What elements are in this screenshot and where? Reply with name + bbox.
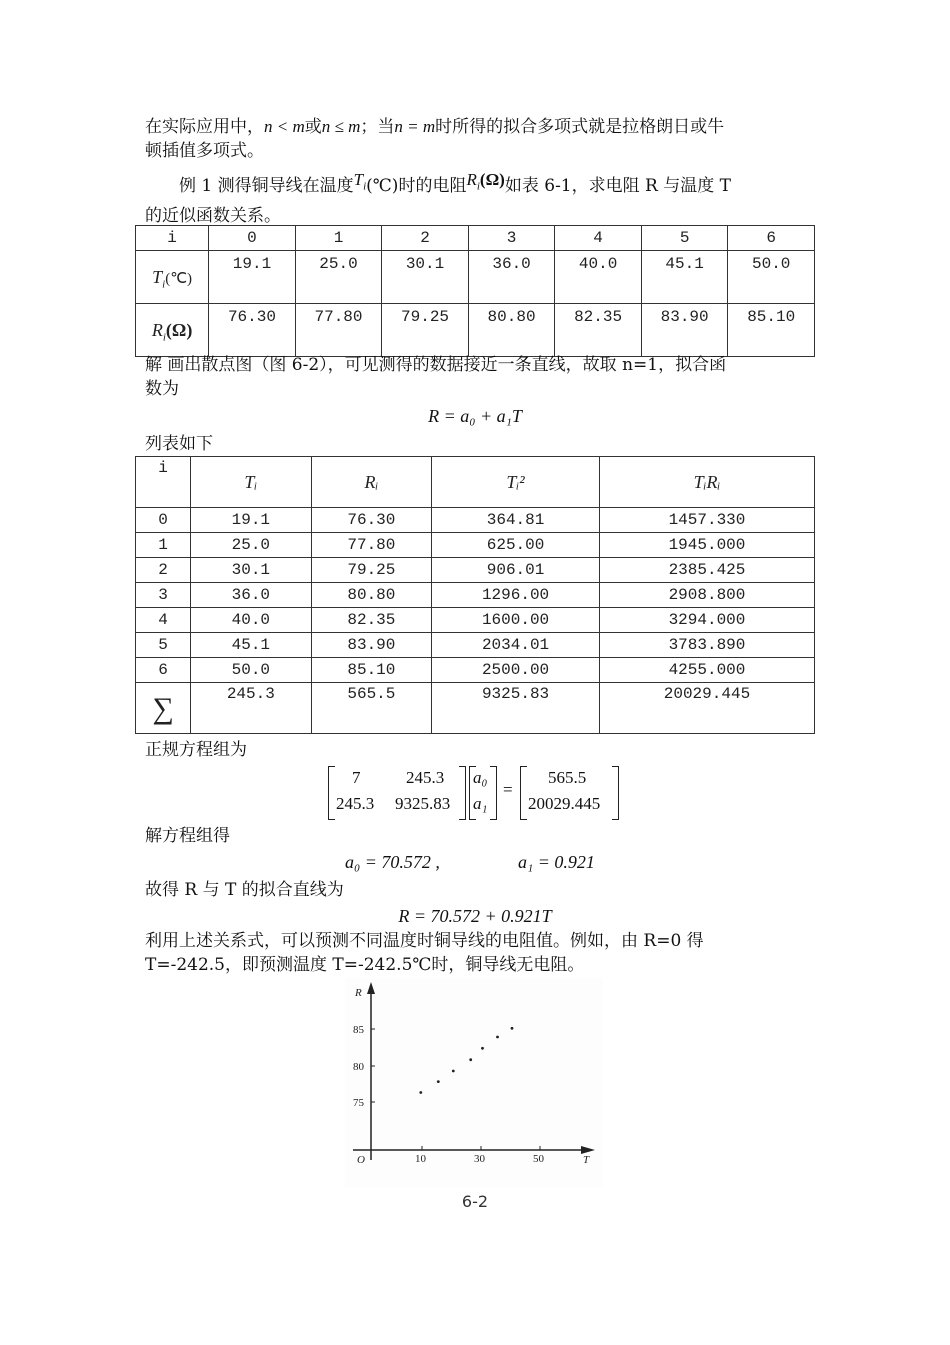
intro-paragraph — [145, 115, 810, 163]
table-cell: 76.30 — [311, 508, 432, 533]
table-cell: 80.80 — [468, 304, 555, 357]
table-cell: 83.90 — [311, 633, 432, 658]
table-row — [136, 533, 815, 558]
condition-n-eq-m: n = m — [394, 117, 436, 136]
scatter-plot-svg — [345, 978, 603, 1188]
rhs-cell: 565.5 — [548, 768, 587, 787]
sum-symbol: ∑ — [136, 683, 191, 734]
table-cell: 1296.00 — [432, 583, 600, 608]
rhs-cell: 20029.445 — [528, 794, 601, 813]
table-row — [136, 508, 815, 533]
var-R-text: R — [466, 170, 477, 189]
figure-caption: 6-2 — [461, 1192, 489, 1211]
column-header-R: Rᵢ — [311, 457, 432, 508]
data-table-6-1 — [135, 225, 815, 357]
table-cell: 76.30 — [209, 304, 296, 357]
data-point — [437, 1080, 440, 1083]
example-suffix: 如表 6-1，求电阻 R 与温度 T — [504, 176, 731, 196]
table-row — [136, 608, 815, 633]
example-paragraph — [145, 170, 810, 228]
label-T-sub: i — [162, 278, 166, 291]
table-cell: 0 — [136, 508, 191, 533]
data-point — [469, 1058, 472, 1061]
table-cell: 2385.425 — [599, 558, 814, 583]
table-cell: 2 — [382, 226, 469, 251]
table-cell: 79.25 — [382, 304, 469, 357]
table-cell: 19.1 — [191, 508, 312, 533]
solution-paragraph — [145, 353, 810, 401]
unknown-a0: a₀ — [473, 768, 488, 787]
table-cell: 1600.00 — [432, 608, 600, 633]
fit-note-line2: T=-242.5，即预测温度 T=-242.5℃时，铜导线无电阻。 — [145, 955, 585, 975]
table-cell: 2500.00 — [432, 658, 600, 683]
x-axis-arrow-icon — [581, 1146, 595, 1154]
table-cell: 625.00 — [432, 533, 600, 558]
table-row — [136, 658, 815, 683]
intro-suffix: 时所得的拟合多项式就是拉格朗日或牛 — [435, 117, 725, 137]
y-axis-label: R — [355, 987, 362, 999]
table-cell: 19.1 — [209, 251, 296, 304]
list-label: 列表如下 — [145, 434, 213, 454]
column-header-T-squared: Tᵢ² — [432, 457, 600, 508]
fit-note-line1: 利用上述关系式，可以预测不同温度时铜导线的电阻值。例如，由 R=0 得 — [145, 931, 704, 951]
x-axis-label: T — [583, 1154, 590, 1166]
table-cell: 83.90 — [641, 304, 728, 357]
y-tick-label: 80 — [353, 1061, 364, 1073]
table-cell: 82.35 — [311, 608, 432, 633]
x-tick-label: 50 — [533, 1153, 544, 1165]
table-cell: 85.10 — [311, 658, 432, 683]
table-cell: 1457.330 — [599, 508, 814, 533]
example-prefix: 例 1 测得铜导线在温度 — [179, 176, 354, 196]
table-cell: 245.3 — [191, 683, 312, 734]
example-line2: 的近似函数关系。 — [145, 206, 281, 227]
table-cell: 40.0 — [191, 608, 312, 633]
matrix-cell: 245.3 — [336, 794, 375, 813]
equals-sign: = — [503, 780, 513, 799]
label-T-unit: (℃) — [165, 271, 193, 288]
model-equation: R = a₀ + a₁T — [428, 406, 522, 426]
table-row — [136, 633, 815, 658]
var-R — [466, 170, 505, 193]
table-cell: 1 — [136, 533, 191, 558]
table-cell-label — [136, 251, 209, 304]
solution-line1: 解 画出散点图（图 6-2），可见测得的数据接近一条直线，故取 n=1，拟合函 — [145, 355, 727, 375]
bracket-right — [612, 766, 619, 820]
data-points — [419, 1027, 513, 1094]
var-T — [353, 170, 367, 193]
table-cell-label: i — [136, 226, 209, 251]
var-T-text: T — [353, 170, 364, 189]
table-sum-row — [136, 683, 815, 734]
table-cell: 4 — [136, 608, 191, 633]
table-cell: 25.0 — [191, 533, 312, 558]
intro-line2: 顿插值多项式。 — [145, 141, 264, 161]
table-header-row — [136, 457, 815, 508]
table-cell: 25.0 — [295, 251, 382, 304]
intro-text: 在实际应用中， — [145, 117, 264, 137]
data-point — [452, 1070, 455, 1073]
table-cell: 85.10 — [728, 304, 815, 357]
table-cell: 30.1 — [191, 558, 312, 583]
fit-equation: R = 70.572 + 0.921T — [398, 906, 552, 926]
table-cell: 79.25 — [311, 558, 432, 583]
unit-celsius: (℃)时的电阻 — [366, 176, 467, 196]
solution-a0: a₀ = 70.572 , — [345, 852, 440, 872]
matrix-cell: 9325.83 — [395, 794, 451, 813]
column-header-i: i — [136, 457, 191, 508]
intro-sep: ；当 — [360, 117, 395, 137]
table-cell: 1 — [295, 226, 382, 251]
origin-label: O — [357, 1154, 365, 1166]
table-cell: 3783.890 — [599, 633, 814, 658]
table-cell: 3294.000 — [599, 608, 814, 633]
table-row-index — [136, 226, 815, 251]
table-row — [136, 583, 815, 608]
bracket-right — [490, 766, 497, 820]
normal-eq-label: 正规方程组为 — [145, 740, 247, 760]
table-cell: 3 — [136, 583, 191, 608]
label-R: R — [151, 320, 163, 341]
table-cell: 20029.445 — [599, 683, 814, 734]
data-point — [496, 1036, 499, 1039]
table-row-temperature — [136, 251, 815, 304]
table-cell: 45.1 — [191, 633, 312, 658]
solve-label: 解方程组得 — [145, 826, 230, 846]
var-R-sub: i — [476, 180, 480, 193]
table-cell: 906.01 — [432, 558, 600, 583]
unknown-a1: a₁ — [473, 794, 488, 813]
solution-line2: 数为 — [145, 379, 179, 399]
bracket-right — [459, 766, 466, 820]
table-row-resistance — [136, 304, 815, 357]
table-cell: 36.0 — [191, 583, 312, 608]
scatter-plot — [345, 978, 603, 1188]
table-cell: 50.0 — [191, 658, 312, 683]
fit-note — [145, 929, 810, 977]
data-point — [511, 1027, 514, 1030]
matrix-cell: 7 — [352, 768, 361, 787]
table-cell: 6 — [728, 226, 815, 251]
table-cell: 45.1 — [641, 251, 728, 304]
condition-n-le-m: n ≤ m — [321, 117, 361, 136]
data-point — [419, 1091, 422, 1094]
table-cell: 80.80 — [311, 583, 432, 608]
condition-n-lt-m: n < m — [264, 117, 305, 136]
table-cell: 77.80 — [295, 304, 382, 357]
table-cell: 4 — [555, 226, 642, 251]
table-cell: 36.0 — [468, 251, 555, 304]
var-T-sub: i — [363, 180, 367, 193]
table-cell: 2034.01 — [432, 633, 600, 658]
table-cell: 364.81 — [432, 508, 600, 533]
data-point — [481, 1047, 484, 1050]
computation-table — [135, 456, 815, 734]
table-cell: 50.0 — [728, 251, 815, 304]
intro-or: 或 — [304, 117, 322, 137]
bracket-left — [520, 766, 527, 820]
label-R-unit: (Ω) — [165, 320, 193, 341]
table-cell: 2 — [136, 558, 191, 583]
matrix-cell: 245.3 — [406, 768, 445, 787]
x-tick-label: 30 — [474, 1153, 485, 1165]
y-tick-label: 85 — [353, 1024, 364, 1036]
table-cell: 565.5 — [311, 683, 432, 734]
table-cell: 40.0 — [555, 251, 642, 304]
fit-label: 故得 R 与 T 的拟合直线为 — [145, 880, 344, 900]
table-cell: 0 — [209, 226, 296, 251]
unit-ohm: (Ω) — [479, 170, 505, 189]
table-cell: 30.1 — [382, 251, 469, 304]
table-cell: 77.80 — [311, 533, 432, 558]
table-cell: 6 — [136, 658, 191, 683]
y-tick-label: 75 — [353, 1097, 364, 1109]
x-tick-label: 10 — [415, 1153, 426, 1165]
table-cell-label — [136, 304, 209, 357]
y-axis-arrow-icon — [367, 982, 375, 994]
table-cell: 4255.000 — [599, 658, 814, 683]
table-cell: 9325.83 — [432, 683, 600, 734]
table-cell: 3 — [468, 226, 555, 251]
table-cell: 5 — [136, 633, 191, 658]
table-row — [136, 558, 815, 583]
solution-a1: a₁ = 0.921 — [518, 852, 595, 872]
label-T: T — [152, 267, 163, 288]
table-cell: 2908.800 — [599, 583, 814, 608]
bracket-left — [328, 766, 335, 820]
column-header-TR: TᵢRᵢ — [599, 457, 814, 508]
table-cell: 82.35 — [555, 304, 642, 357]
table-cell: 5 — [641, 226, 728, 251]
label-R-sub: i — [162, 331, 166, 344]
column-header-T: Tᵢ — [191, 457, 312, 508]
table-cell: 1945.000 — [599, 533, 814, 558]
